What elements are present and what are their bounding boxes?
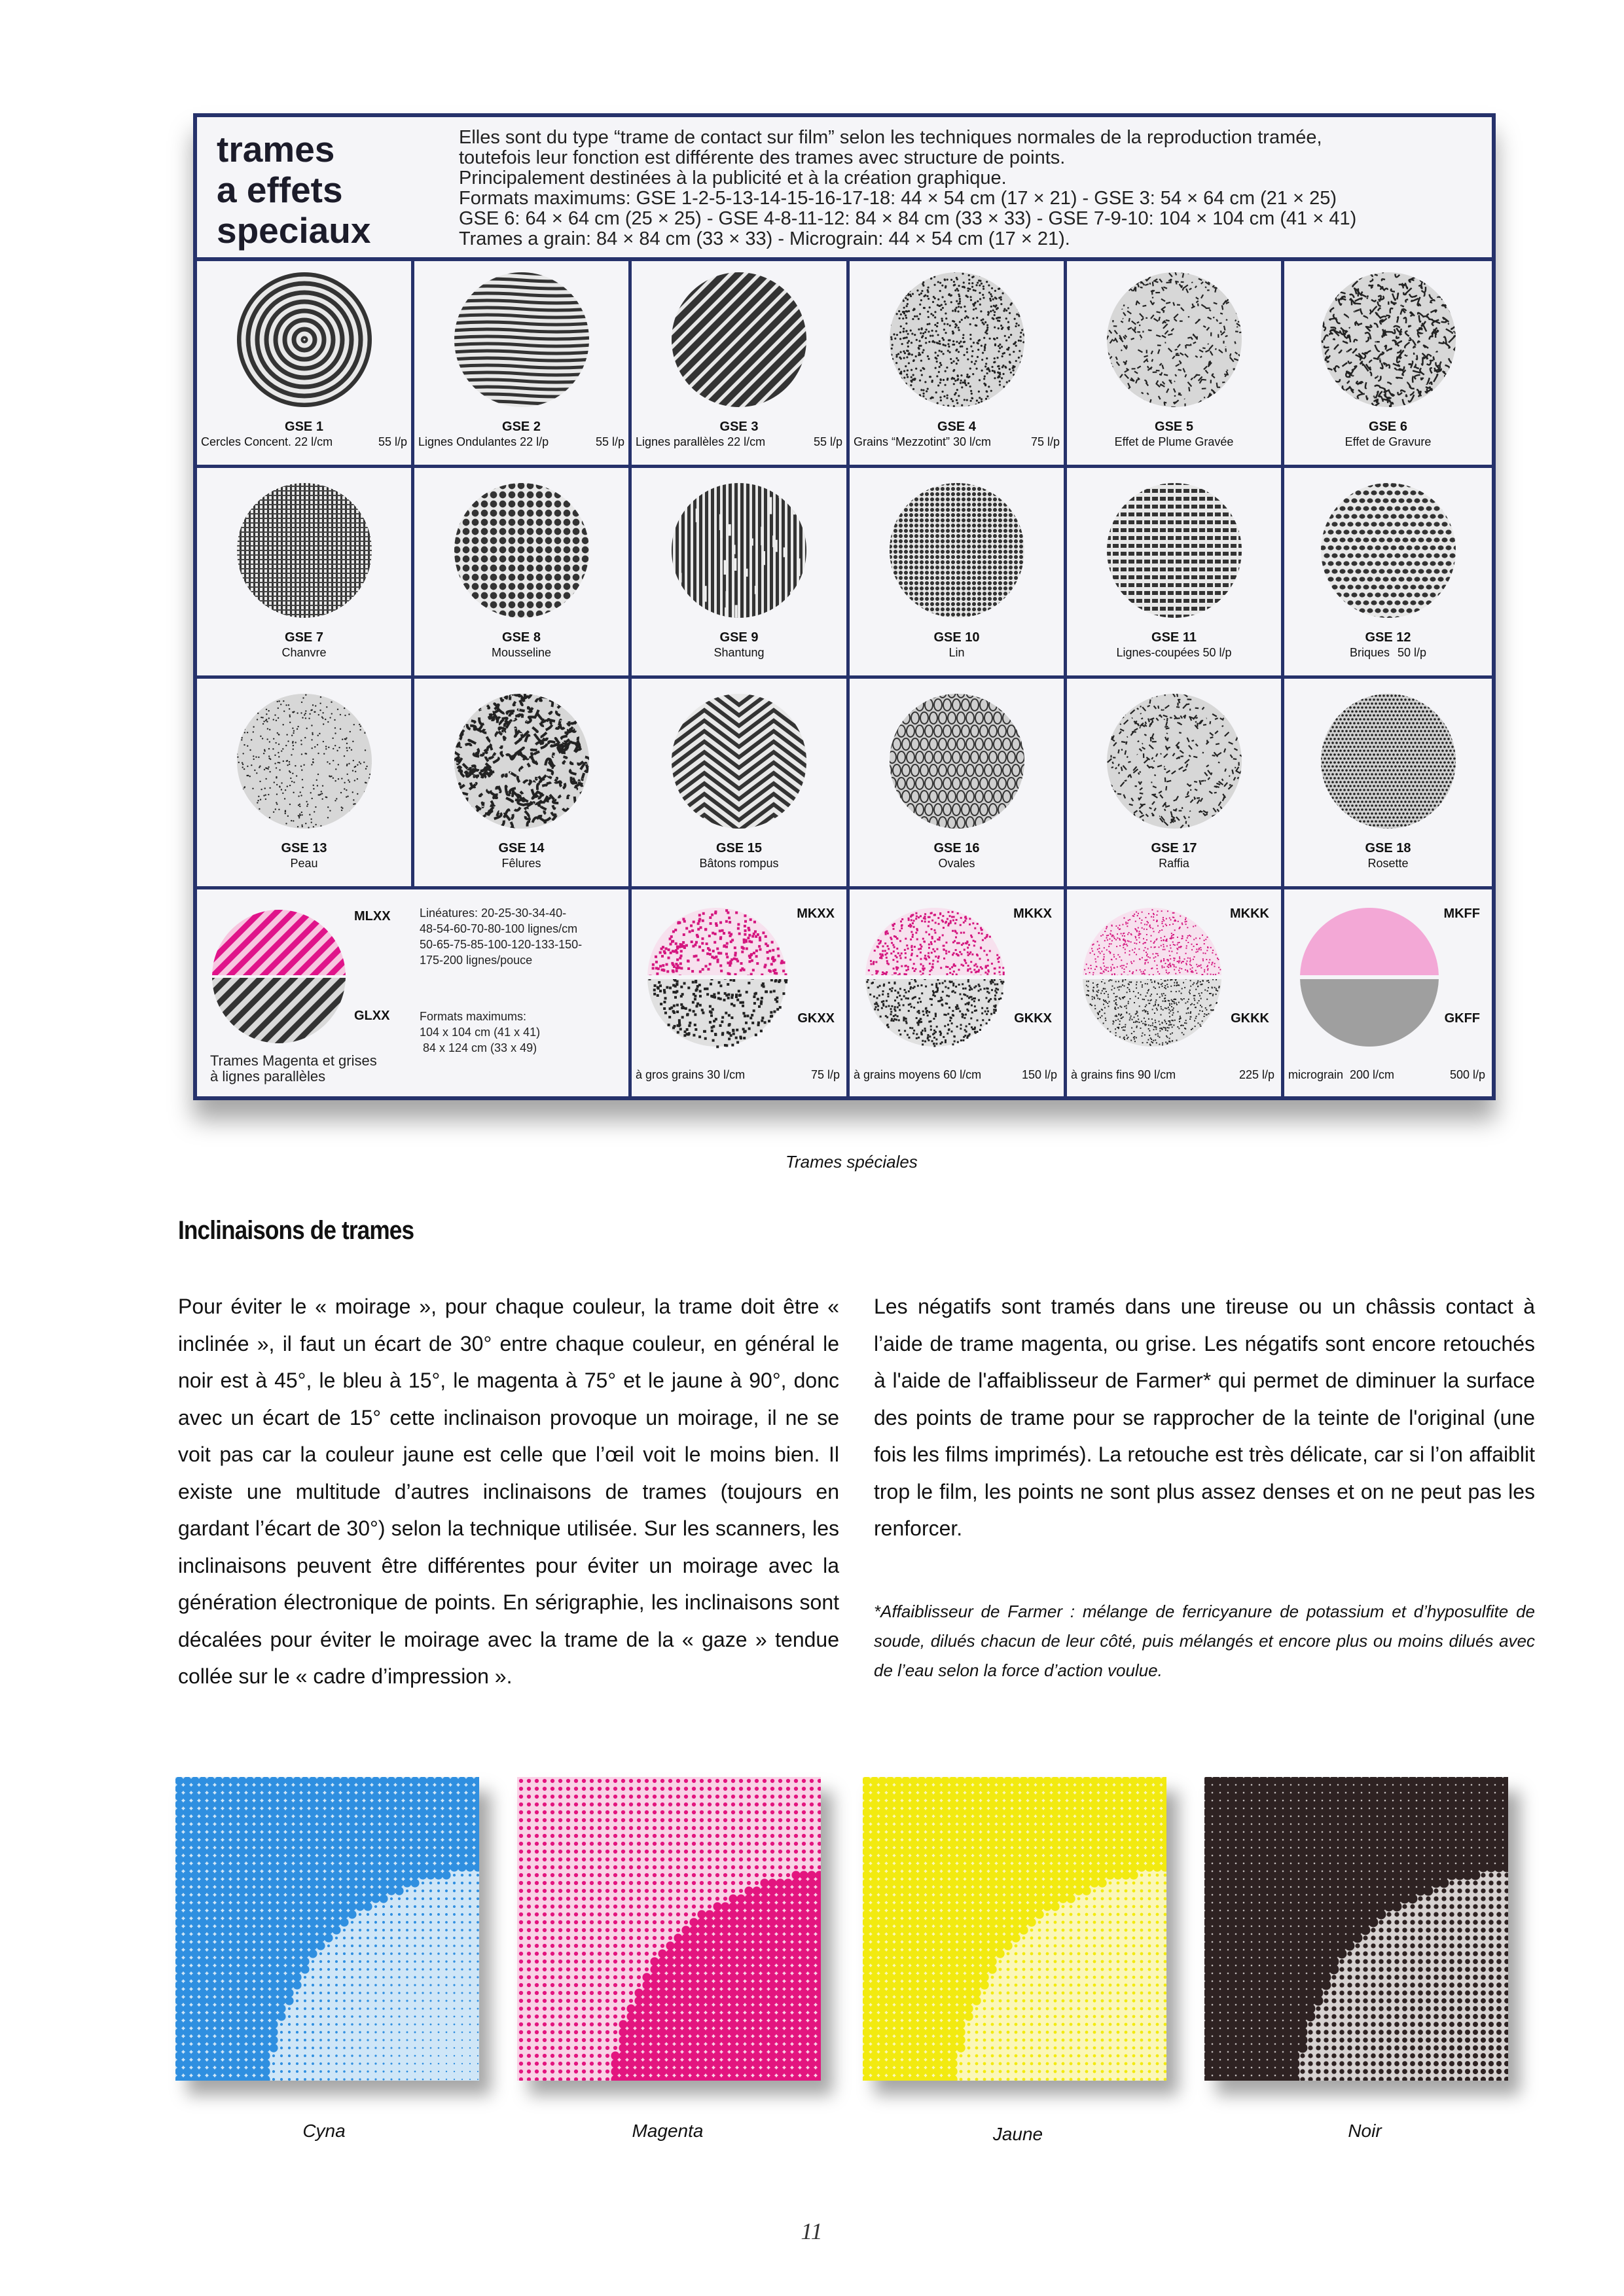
screen-code: GSE 18 bbox=[1365, 841, 1411, 855]
screen-caption bbox=[201, 646, 407, 660]
grain-lines-per-inch: 500 l/p bbox=[1449, 1068, 1485, 1081]
screen-name: Lignes parallèles 22 l/cm bbox=[636, 435, 766, 448]
magenta-code: MKKX bbox=[1013, 906, 1052, 921]
screen-name: Shantung bbox=[713, 646, 765, 659]
grain-caption bbox=[854, 1068, 1057, 1082]
swatch-caption: Jaune bbox=[992, 2124, 1043, 2144]
screen-name: Cercles Concent. 22 l/cm bbox=[201, 435, 333, 448]
catalog-description-line: toutefois leur fonction est différente des trames avec structure de points. bbox=[459, 147, 1066, 168]
catalog-description-line: Elles sont du type “trame de contact sur film” selon les techniques normales de la reproduction tramée, bbox=[459, 127, 1322, 148]
catalog-description-line: Trames a grain: 84 × 84 cm (33 × 33) - Micrograin: 44 × 54 cm (17 × 21). bbox=[459, 228, 1070, 249]
screen-cell bbox=[632, 468, 850, 679]
screen-cell bbox=[850, 468, 1067, 679]
screen-catalog-figure bbox=[193, 113, 1496, 1100]
grain-disc-icon bbox=[863, 905, 1007, 1049]
grain-caption bbox=[1071, 1068, 1274, 1082]
catalog-description-line: Principalement destinées à la publicité et à la création graphique. bbox=[459, 168, 1007, 188]
screen-name: Chanvre bbox=[281, 646, 327, 659]
screen-caption bbox=[636, 857, 842, 870]
catalog-title bbox=[217, 129, 370, 251]
formats-line: 104 x 104 cm (41 x 41) bbox=[420, 1026, 541, 1039]
herringbone-screen-icon bbox=[670, 692, 808, 831]
catalog-title-line: trames bbox=[217, 129, 335, 170]
raffia-screen-icon bbox=[1105, 692, 1244, 831]
concentric-circles-screen-icon bbox=[235, 270, 374, 409]
catalog-description bbox=[459, 128, 1480, 249]
grain-name: à grains moyens 60 l/cm bbox=[854, 1068, 982, 1081]
catalog-header bbox=[197, 117, 1492, 261]
swatch-caption: Noir bbox=[1348, 2121, 1382, 2141]
magenta-code: MKFF bbox=[1443, 906, 1480, 921]
screen-lines-per-inch: 75 l/p bbox=[1030, 435, 1060, 448]
skin-screen-icon bbox=[235, 692, 374, 831]
screen-code: GSE 16 bbox=[933, 841, 980, 855]
screen-code: GSE 7 bbox=[285, 630, 323, 645]
farmer-footnote: *Affaiblisseur de Farmer : mélange de ferricyanure de potassium et d’hyposulfite de soude, dilués chacun de leur côté, puis mélangés et encore plus ou moins dilués avec de l’eau selon la force d’action voulue. bbox=[874, 1602, 1535, 1680]
screen-cell bbox=[414, 468, 632, 679]
screen-name: Effet de Plume Gravée bbox=[1114, 435, 1234, 448]
parallel-lines-caption-line: à lignes parallèles bbox=[210, 1068, 326, 1085]
screen-cell bbox=[850, 679, 1067, 889]
screen-code: GSE 15 bbox=[715, 841, 763, 855]
magenta-code: MKKK bbox=[1230, 906, 1269, 921]
left-column-text: Pour éviter le « moirage », pour chaque couleur, la trame doit être « inclinée », il faut un écart de 30° entre chaque couleur, en général le noir est à 45°, le bleu à 15°, le magenta à 75° et le jaune à 90°, donc avec un écart de 15° cette inclinaison provoque un moirage, il ne se voit pas car la couleur jaune est celle que l’œil voit le moins bien. Il existe une multitude d’autres inclinaisons de trames (toujours en gardant l’écart de 30°) selon la technique utilisée. Sur les scanners, les inclinaisons peuvent être différentes pour éviter un moirage avec la génération électronique de points. En sérigraphie, les inclinaisons sont décalées pour éviter le moirage avec la trame de la « gaze » tendue collée sur le « cadre d’impression ». bbox=[178, 1295, 839, 1688]
halftone-swatch-icon bbox=[1204, 1777, 1508, 2081]
screen-code: GSE 17 bbox=[1151, 841, 1197, 855]
shantung-screen-icon bbox=[670, 481, 808, 620]
screen-caption bbox=[1071, 646, 1277, 660]
lineatures-line: 48-54-60-70-80-100 lignes/cm bbox=[420, 922, 578, 935]
screen-cell bbox=[1067, 468, 1284, 679]
screen-code: GSE 9 bbox=[719, 630, 759, 645]
page-number: 11 bbox=[801, 2218, 823, 2244]
screen-code: GSE 11 bbox=[1151, 630, 1197, 645]
parallel-lines-caption bbox=[210, 1053, 377, 1085]
screen-caption bbox=[1288, 857, 1488, 870]
screen-lines-per-inch: 55 l/p bbox=[378, 435, 407, 448]
screen-name: Grains “Mezzotint” 30 l/cm bbox=[854, 435, 992, 448]
formats-line: Formats maximums: bbox=[420, 1010, 527, 1023]
screen-cell bbox=[632, 257, 850, 468]
screen-lines-per-inch: 50 l/p bbox=[1397, 646, 1427, 659]
screen-code: GSE 10 bbox=[933, 630, 980, 645]
screen-cell bbox=[1284, 257, 1492, 468]
grain-caption bbox=[1288, 1068, 1485, 1082]
diagonal-lines-screen-icon bbox=[670, 270, 808, 409]
catalog-description-line: GSE 6: 64 × 64 cm (25 × 25) - GSE 4-8-11-12: 84 × 84 cm (33 × 33) - GSE 7-9-10: 104 × 104 cm (41 × 41) bbox=[459, 208, 1357, 229]
screen-name: Mousseline bbox=[491, 646, 552, 659]
engraved-pen-screen-icon bbox=[1105, 270, 1244, 409]
halftone-swatch-icon bbox=[175, 1777, 479, 2081]
grain-caption bbox=[636, 1068, 840, 1082]
screen-code: GSE 13 bbox=[281, 841, 327, 855]
grain-disc-icon bbox=[1297, 905, 1441, 1049]
swatch-caption: Magenta bbox=[632, 2121, 704, 2141]
rosette-screen-icon bbox=[1319, 692, 1458, 831]
screen-cell bbox=[197, 468, 414, 679]
screen-cell bbox=[1284, 679, 1492, 889]
screen-code: GSE 14 bbox=[498, 841, 545, 855]
screen-name: Briques bbox=[1349, 646, 1390, 659]
grain-disc-icon bbox=[645, 905, 789, 1049]
screen-caption bbox=[1288, 646, 1488, 660]
screen-caption bbox=[636, 646, 842, 660]
cracks-screen-icon bbox=[452, 692, 591, 831]
hemp-screen-icon bbox=[235, 481, 374, 620]
figure-caption: Trames spéciales bbox=[785, 1152, 918, 1172]
lineatures-line: Linéatures: 20-25-30-34-40- bbox=[420, 906, 567, 920]
swatch-caption: Cyna bbox=[302, 2121, 346, 2141]
screen-name: Rosette bbox=[1367, 857, 1409, 870]
grain-name: micrograin 200 l/cm bbox=[1288, 1068, 1395, 1081]
screen-caption bbox=[201, 857, 407, 870]
grain-name: à grains fins 90 l/cm bbox=[1071, 1068, 1176, 1081]
right-column-text bbox=[874, 1288, 1535, 1547]
screen-cell bbox=[414, 679, 632, 889]
screen-name: Lin bbox=[948, 646, 965, 659]
screen-caption bbox=[418, 857, 624, 870]
parallel-lines-caption-line: Trames Magenta et grises bbox=[210, 1052, 377, 1069]
linen-screen-icon bbox=[888, 481, 1026, 620]
grey-code: GKKX bbox=[1014, 1011, 1052, 1026]
screen-code: GSE 8 bbox=[502, 630, 541, 645]
screen-code: GSE 12 bbox=[1365, 630, 1411, 645]
screen-caption bbox=[1071, 435, 1277, 449]
halftone-swatch-icon bbox=[517, 1777, 821, 2081]
catalog-description-line: Formats maximums: GSE 1-2-5-13-14-15-16-17-18: 44 × 54 cm (17 × 21) - GSE 3: 54 × 64 cm (21 × 25) bbox=[459, 188, 1337, 209]
grain-screen-cell bbox=[850, 889, 1067, 1096]
grain-screen-cell bbox=[1067, 889, 1284, 1096]
lineatures-text bbox=[420, 905, 582, 968]
screen-caption bbox=[636, 435, 842, 449]
screen-name: Lignes-coupées 50 l/p bbox=[1116, 646, 1232, 659]
grain-screen-cell bbox=[1284, 889, 1492, 1096]
lineatures-line: 175-200 lignes/pouce bbox=[420, 954, 533, 967]
screen-caption bbox=[201, 435, 407, 449]
screen-cell bbox=[1284, 468, 1492, 679]
grain-disc-icon bbox=[1080, 905, 1224, 1049]
catalog-title-line: a effets bbox=[217, 170, 343, 210]
screen-cell bbox=[197, 679, 414, 889]
magenta-code: MKXX bbox=[797, 906, 835, 921]
wavy-lines-screen-icon bbox=[452, 270, 591, 409]
magenta-code: MLXX bbox=[354, 909, 391, 924]
screen-name: Raffia bbox=[1159, 857, 1189, 870]
mezzotint-screen-icon bbox=[888, 270, 1026, 409]
screen-code: GSE 4 bbox=[937, 420, 976, 434]
screen-cell bbox=[414, 257, 632, 468]
screen-caption bbox=[418, 646, 624, 660]
screen-lines-per-inch: 55 l/p bbox=[595, 435, 624, 448]
right-column-paragraph: Les négatifs sont tramés dans une tireuse ou un châssis contact à l’aide de trame magenta, ou grise. Les négatifs sont encore retouchés à l'aide de l'affaiblisseur de Farmer* qui permet de diminuer la surface des points de trame pour se rapprocher de la teinte de l'original (une fois les films imprimés). La retouche est très délicate, car si l’on affaiblit trop le film, les points ne sont plus assez denses et on ne peut pas les renforcer. bbox=[874, 1295, 1535, 1540]
lineatures-line: 50-65-75-85-100-120-133-150- bbox=[420, 938, 583, 951]
screen-caption bbox=[854, 646, 1060, 660]
halftone-swatch-icon bbox=[863, 1777, 1166, 2081]
section-title: Inclinaisons de trames bbox=[178, 1216, 414, 1245]
screen-caption bbox=[854, 435, 1060, 449]
cut-lines-screen-icon bbox=[1105, 481, 1244, 620]
screen-code: GSE 3 bbox=[719, 420, 759, 434]
grey-code: GKKK bbox=[1231, 1011, 1269, 1026]
screen-code: GSE 2 bbox=[502, 420, 541, 434]
grain-lines-per-inch: 150 l/p bbox=[1021, 1068, 1057, 1081]
screen-lines-per-inch: 55 l/p bbox=[813, 435, 842, 448]
grain-name: à gros grains 30 l/cm bbox=[636, 1068, 746, 1081]
grain-lines-per-inch: 75 l/p bbox=[810, 1068, 840, 1081]
screen-name: Peau bbox=[290, 857, 318, 870]
screen-name: Lignes Ondulantes 22 l/p bbox=[418, 435, 549, 448]
screen-cell bbox=[850, 257, 1067, 468]
screen-caption bbox=[854, 857, 1060, 870]
grey-code: GLXX bbox=[354, 1009, 390, 1023]
parallel-lines-screen-cell bbox=[197, 889, 632, 1096]
catalog-title-line: speciaux bbox=[217, 210, 371, 251]
screen-name: Ovales bbox=[938, 857, 975, 870]
ovals-screen-icon bbox=[888, 692, 1026, 831]
parallel-lines-disc-icon bbox=[210, 908, 348, 1045]
screen-cell bbox=[632, 679, 850, 889]
engraving-screen-icon bbox=[1319, 270, 1458, 409]
formats-text bbox=[420, 1009, 540, 1056]
muslin-screen-icon bbox=[452, 481, 591, 620]
screen-caption bbox=[1071, 857, 1277, 870]
screen-code: GSE 1 bbox=[285, 420, 323, 434]
grey-code: GKXX bbox=[797, 1011, 835, 1026]
formats-line: 84 x 124 cm (33 x 49) bbox=[420, 1041, 537, 1054]
screen-cell bbox=[1067, 257, 1284, 468]
grain-lines-per-inch: 225 l/p bbox=[1238, 1068, 1274, 1081]
screen-name: Fêlures bbox=[501, 857, 541, 870]
grey-code: GKFF bbox=[1444, 1011, 1480, 1026]
screen-code: GSE 5 bbox=[1155, 420, 1193, 434]
screen-name: Effet de Gravure bbox=[1344, 435, 1432, 448]
grain-screen-cell bbox=[632, 889, 850, 1096]
screen-caption bbox=[418, 435, 624, 449]
screen-cell bbox=[197, 257, 414, 468]
bricks-screen-icon bbox=[1319, 481, 1458, 620]
screen-name: Bâtons rompus bbox=[699, 857, 779, 870]
screen-caption bbox=[1288, 435, 1488, 449]
screen-cell bbox=[1067, 679, 1284, 889]
screen-code: GSE 6 bbox=[1369, 420, 1407, 434]
